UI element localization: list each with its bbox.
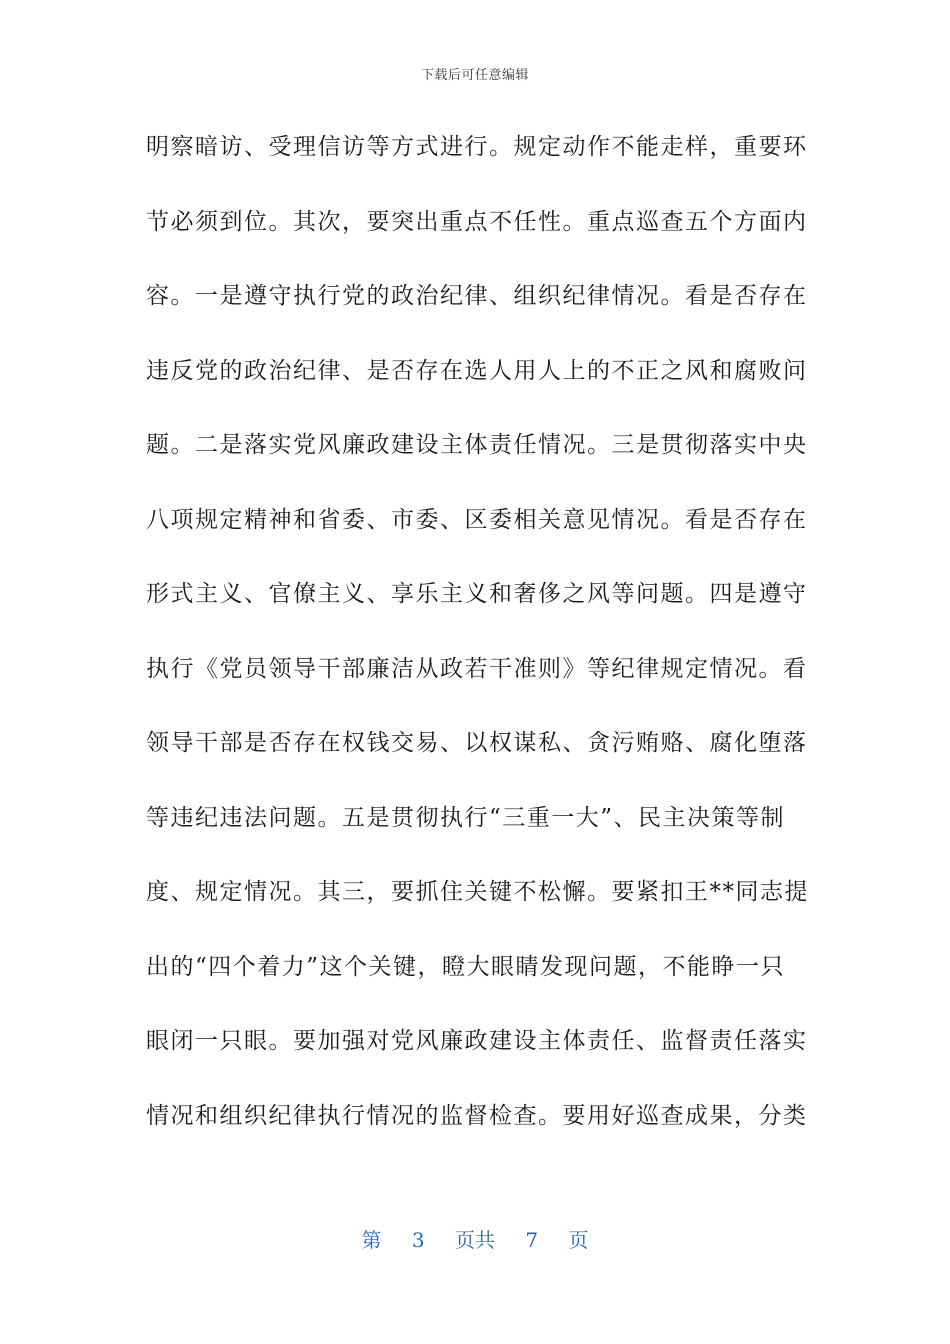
page-header-note: 下载后可任意编辑	[420, 68, 529, 83]
footer-total-label: 页共	[455, 1228, 495, 1252]
body-line: 明察暗访、受理信访等方式进行。规定动作不能走样，重要环	[146, 134, 808, 160]
footer-current-page: 3	[411, 1228, 425, 1252]
body-line: 眼闭一只眼。要加强对党风廉政建设主体责任、监督责任落实	[146, 1028, 808, 1054]
body-line: 容。一是遵守执行党的政治纪律、组织纪律情况。看是否存在	[146, 283, 808, 309]
document-body	[146, 127, 809, 1170]
body-line: 八项规定精神和省委、市委、区委相关意见情况。看是否存在	[146, 506, 808, 533]
body-line: 节必须到位。其次，要突出重点不任性。重点巡查五个方面内	[146, 208, 808, 235]
body-line: 题。二是落实党风廉政建设主体责任情况。三是贯彻落实中央	[146, 432, 808, 458]
body-line: 等违纪违法问题。五是贯彻执行“三重一大”、民主决策等制	[146, 804, 786, 831]
body-line: 度、规定情况。其三，要抓住关键不松懈。要紧扣王**同志提	[146, 879, 809, 905]
body-line: 出的“四个着力”这个关键，瞪大眼睛发现问题，不能睁一只	[146, 953, 786, 980]
body-line: 违反党的政治纪律、是否存在选人用人上的不正之风和腐败问	[146, 357, 808, 384]
page-number-footer	[0, 1224, 950, 1253]
body-line: 执行《党员领导干部廉洁从政若干准则》等纪律规定情况。看	[146, 655, 808, 682]
footer-end-label: 页	[568, 1228, 589, 1252]
body-line: 形式主义、官僚主义、享乐主义和奢侈之风等问题。四是遵守	[146, 581, 808, 607]
body-line: 情况和组织纪律执行情况的监督检查。要用好巡查成果，分类	[146, 1102, 808, 1129]
body-line: 领导干部是否存在权钱交易、以权谋私、贪污贿赂、腐化堕落	[146, 730, 808, 756]
footer-total-pages: 7	[525, 1228, 539, 1252]
footer-page-label: 第	[361, 1228, 382, 1252]
